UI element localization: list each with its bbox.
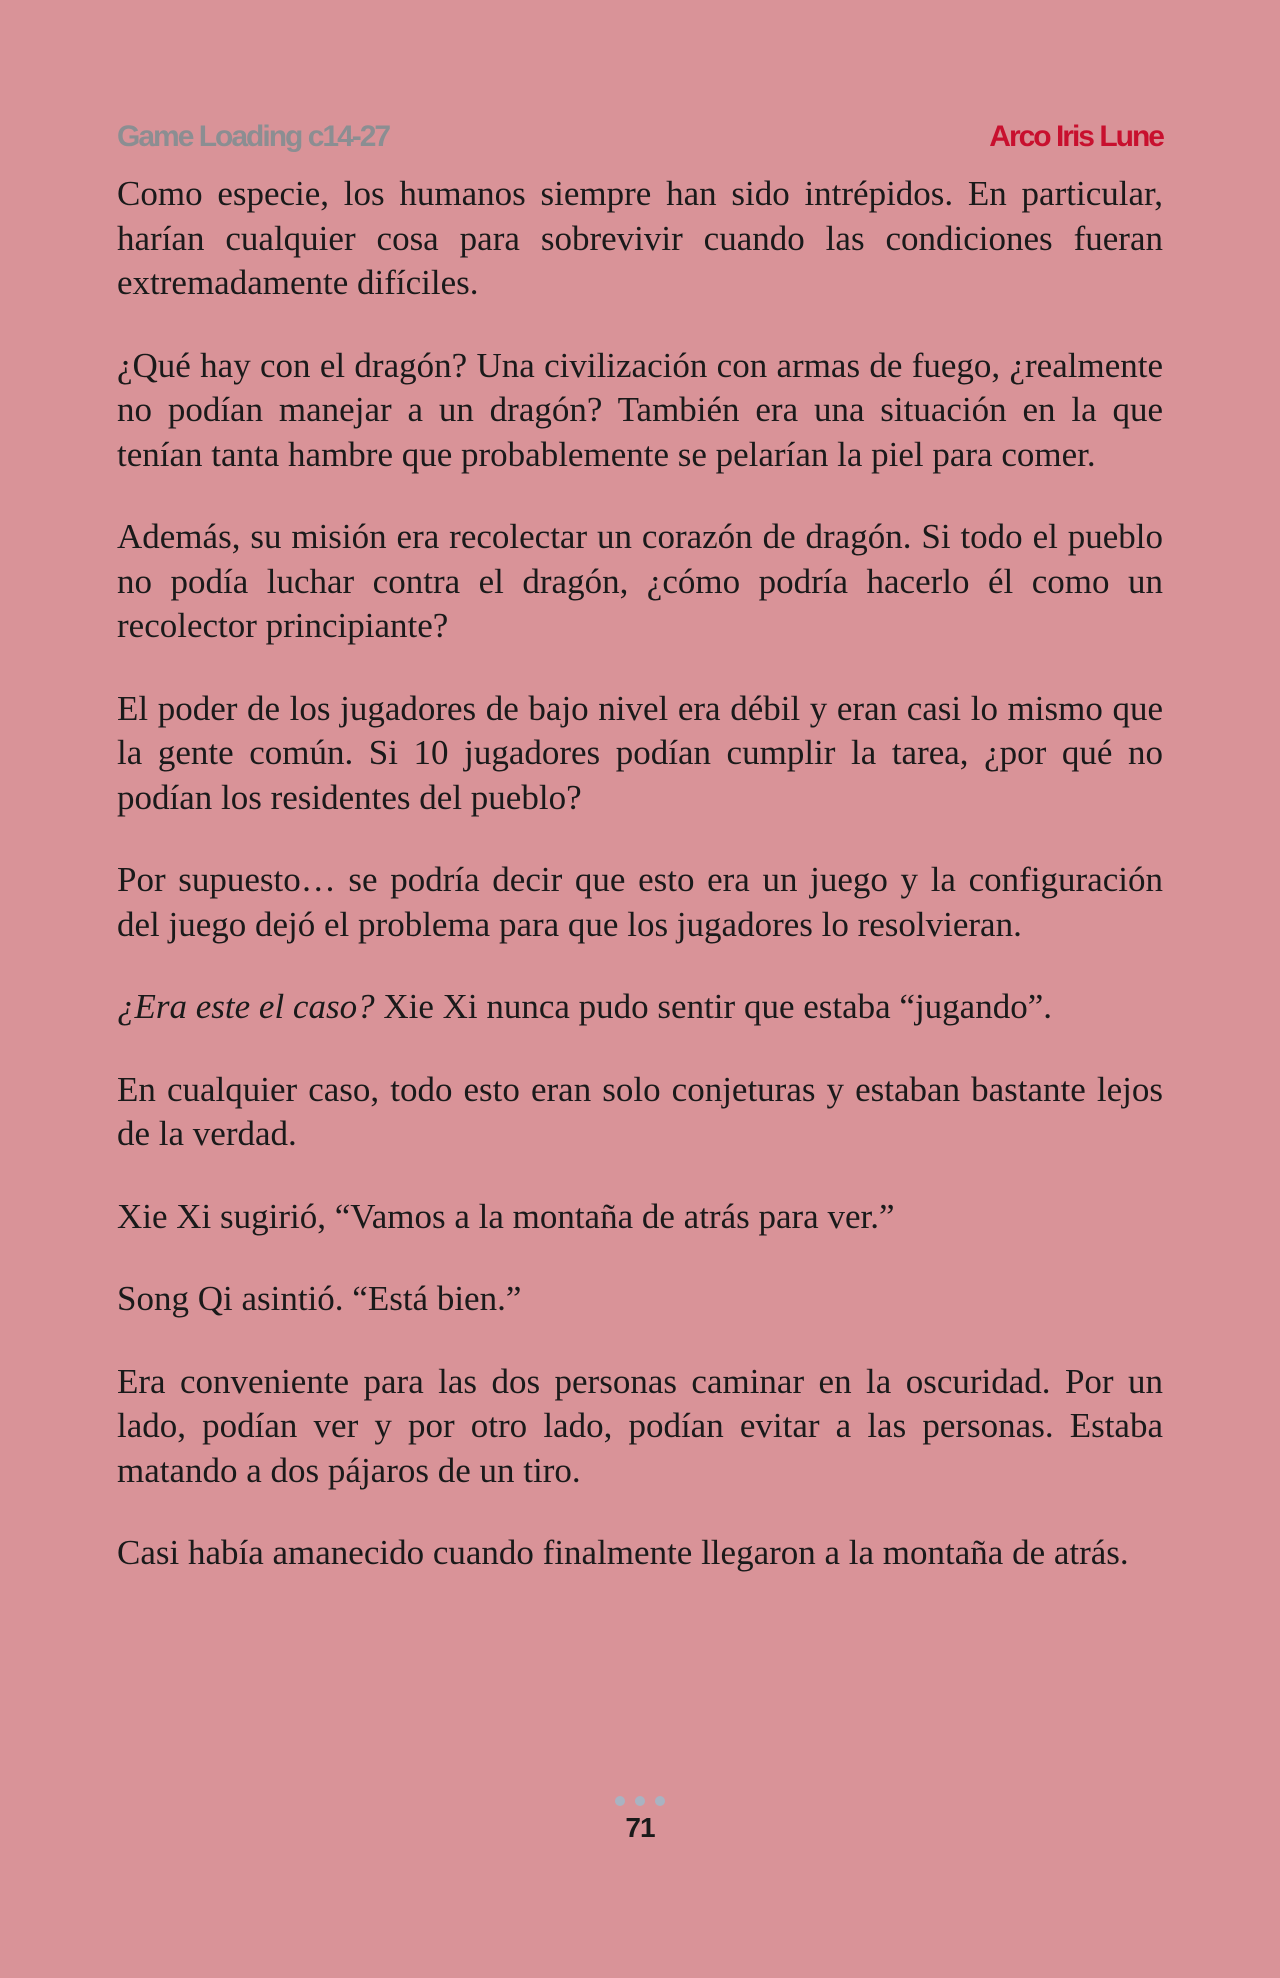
paragraph: Casi había amanecido cuando finalmente llegaron a la montaña de atrás. <box>117 1533 1129 1572</box>
paragraph-with-italic <box>117 985 1163 1030</box>
dot-icon <box>615 1796 625 1806</box>
paragraph: En cualquier caso, todo esto eran solo conjeturas y estaban bastante lejos de la verdad. <box>117 1069 1163 1153</box>
paragraph-rest: Xie Xi nunca pudo sentir que estaba “jugando”. <box>374 987 1053 1026</box>
running-header <box>117 120 1163 160</box>
header-translator: Arco Iris Lune <box>989 120 1163 153</box>
document-page <box>117 120 1163 1614</box>
page-footer <box>0 1796 1280 1844</box>
paragraph: Por supuesto… se podría decir que esto era un juego y la configuración del juego dejó el problema para que los jugadores lo resolvieran. <box>117 860 1163 944</box>
page-number: 71 <box>625 1812 655 1843</box>
body-text <box>117 172 1163 1576</box>
paragraph: ¿Qué hay con el dragón? Una civilización con armas de fuego, ¿realmente no podían manejar a un dragón? También era una situación en la que tenían tanta hambre que probablemente se pelarían la piel para comer. <box>117 345 1163 474</box>
paragraph: Xie Xi sugirió, “Vamos a la montaña de atrás para ver.” <box>117 1196 895 1236</box>
paragraph: Como especie, los humanos siempre han sido intrépidos. En particular, harían cualquier cosa para sobrevivir cuando las condiciones fueran extremadamente difíciles. <box>117 174 1163 302</box>
paragraph: Era conveniente para las dos personas caminar en la oscuridad. Por un lado, podían ver y por otro lado, podían evitar a las personas. Estaba matando a dos pájaros de un tiro. <box>117 1361 1163 1490</box>
dot-icon <box>635 1796 645 1806</box>
ellipsis-dots-icon <box>0 1796 1280 1810</box>
dot-icon <box>655 1796 665 1806</box>
paragraph: El poder de los jugadores de bajo nivel era débil y eran casi lo mismo que la gente común. Si 10 jugadores podían cumplir la tarea, ¿por qué no podían los residentes del pueblo? <box>117 688 1163 817</box>
header-book-title: Game Loading c14-27 <box>117 120 390 153</box>
paragraph: Song Qi asintió. “Está bien.” <box>117 1279 522 1318</box>
paragraph: Además, su misión era recolectar un corazón de dragón. Si todo el pueblo no podía luchar contra el dragón, ¿cómo podría hacerlo él como un recolector principiante? <box>117 517 1163 645</box>
italic-phrase: ¿Era este el caso? <box>117 987 375 1026</box>
